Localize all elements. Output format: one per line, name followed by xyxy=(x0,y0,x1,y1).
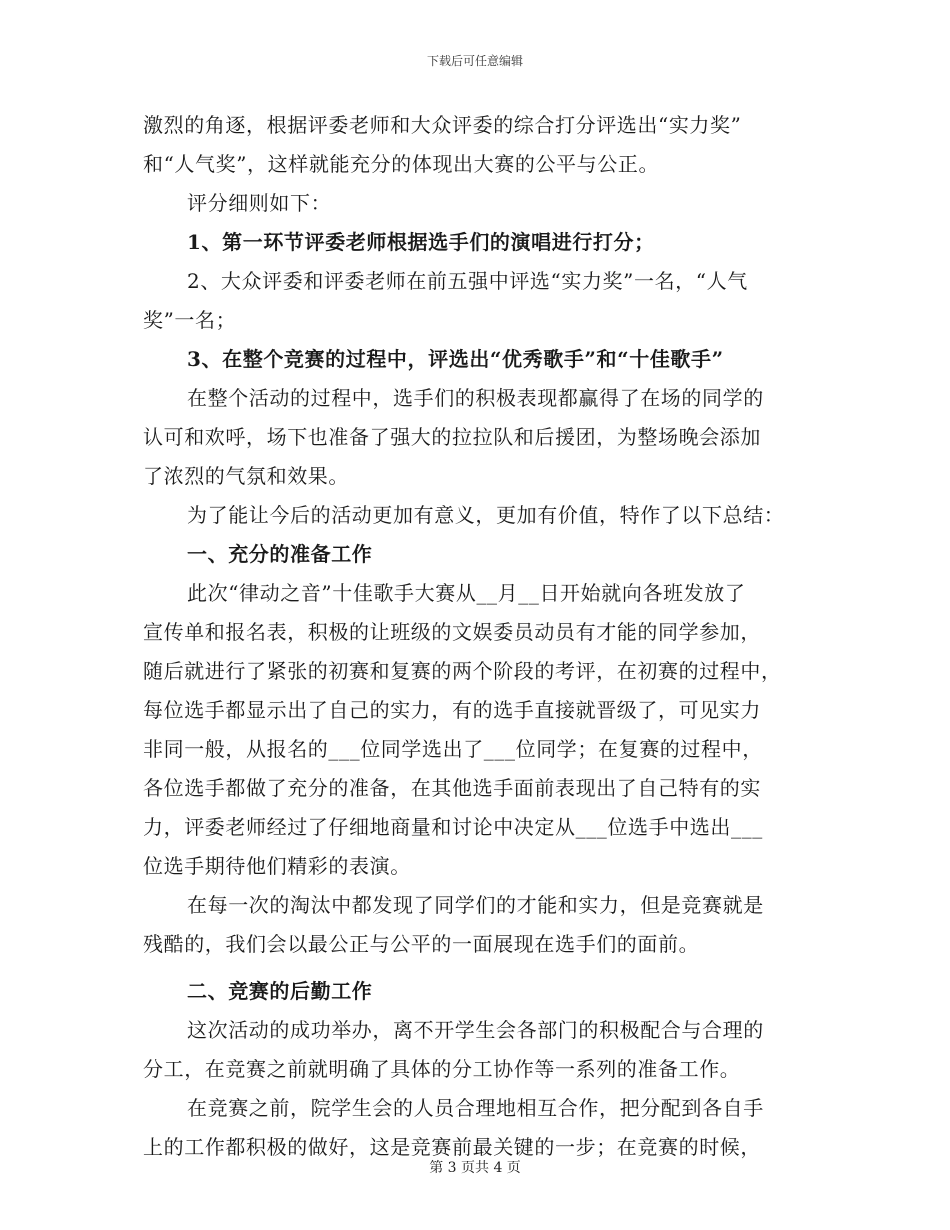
body-line: 在整个活动的过程中，选手们的积极表现都赢得了在场的同学的 xyxy=(187,386,764,410)
section-heading-2: 二、竞赛的后勤工作 xyxy=(187,979,373,1003)
body-line: 宣传单和报名表，积极的让班级的文娱委员动员有才能的同学参加， xyxy=(143,620,761,644)
body-line: 评分细则如下： xyxy=(187,191,332,215)
rule-item-1: 1、第一环节评委老师根据选手们的演唱进行打分； xyxy=(187,230,655,254)
body-line: 在每一次的淘汰中都发现了同学们的才能和实力，但是竞赛就是 xyxy=(187,893,764,917)
body-line: 各位选手都做了充分的准备，在其他选手面前表现出了自己特有的实 xyxy=(143,776,761,800)
body-line: 认可和欢呼，场下也准备了强大的拉拉队和后援团，为整场晚会添加 xyxy=(143,425,761,449)
body-line: 位选手期待他们精彩的表演。 xyxy=(143,854,411,878)
body-line: 和“人气奖”，这样就能充分的体现出大赛的公平与公正。 xyxy=(143,152,660,176)
body-line: 为了能让今后的活动更加有意义，更加有价值，特作了以下总结： xyxy=(187,503,785,527)
rule-item-3: 3、在整个竞赛的过程中，评选出“优秀歌手”和“十佳歌手” xyxy=(187,347,724,371)
page-header: 下载后可任意编辑 xyxy=(426,54,523,68)
body-line: 随后就进行了紧张的初赛和复赛的两个阶段的考评，在初赛的过程中， xyxy=(143,659,782,683)
body-line: 分工，在竞赛之前就明确了具体的分工协作等一系列的准备工作。 xyxy=(143,1057,741,1081)
body-line: 在竞赛之前，院学生会的人员合理地相互合作，把分配到各自手 xyxy=(187,1096,764,1120)
page-number: 第 3 页共 4 页 xyxy=(429,1160,521,1176)
body-line: 非同一般，从报名的___位同学选出了___位同学；在复赛的过程中， xyxy=(143,737,763,761)
body-line: 奖”一名； xyxy=(143,308,237,332)
body-line: 了浓烈的气氛和效果。 xyxy=(143,464,349,488)
body-line: 上的工作都积极的做好，这是竞赛前最关键的一步；在竞赛的时候， xyxy=(143,1135,761,1159)
body-line: 这次活动的成功举办，离不开学生会各部门的积极配合与合理的 xyxy=(187,1018,764,1042)
rule-item-2: 2、大众评委和评委老师在前五强中评选“实力奖”一名，“人气 xyxy=(187,269,748,293)
document-body xyxy=(143,106,811,1167)
section-heading-1: 一、充分的准备工作 xyxy=(187,542,373,566)
body-line: 每位选手都显示出了自己的实力，有的选手直接就晋级了，可见实力 xyxy=(143,698,761,722)
body-line: 激烈的角逐，根据评委老师和大众评委的综合打分评选出“实力奖” xyxy=(143,113,742,137)
body-line: 力，评委老师经过了仔细地商量和讨论中决定从___位选手中选出___ xyxy=(143,815,763,839)
body-line: 此次“律动之音”十佳歌手大赛从__月__日开始就向各班发放了 xyxy=(187,581,746,605)
body-line: 残酷的，我们会以最公正与公平的一面展现在选手们的面前。 xyxy=(143,932,700,956)
